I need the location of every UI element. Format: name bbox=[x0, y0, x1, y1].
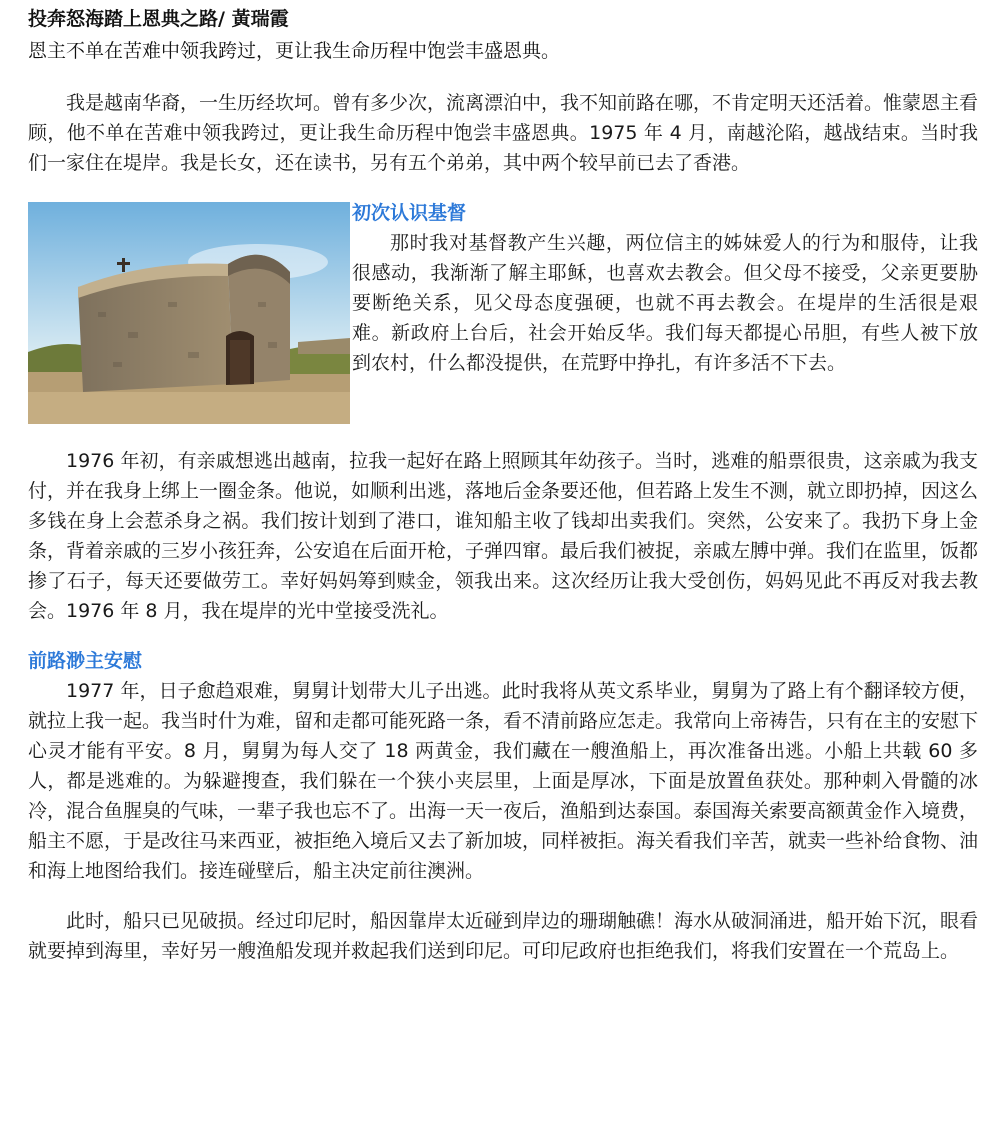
section-heading-second: 前路渺主安慰 bbox=[28, 650, 143, 672]
intro-paragraph: 我是越南华裔，一生历经坎坷。曾有多少次，流离漂泊中，我不知前路在哪，不肯定明天还活着。惟蒙恩主看顾，他不单在苦难中领我跨过，更让我生命历程中饱尝丰盛恩典。1975 年 4 月，南越沦陷，越战结束。当时我们一家住在堤岸。我是长女，还在读书，另有五个弟弟，其中两个较早前已去了香港。 bbox=[28, 92, 979, 174]
paragraph-shipwreck: 此时，船只已见破损。经过印尼时，船因靠岸太近碰到岸边的珊瑚触礁！海水从破洞涌进，船开始下沉，眼看就要掉到海里，幸好另一艘渔船发现并救起我们送到印尼。可印尼政府也拒绝我们，将我们安置在一个荒岛上。 bbox=[28, 910, 979, 962]
article-title: 投奔怒海踏上恩典之路 bbox=[28, 8, 219, 30]
section-first-block bbox=[28, 198, 978, 424]
paragraph-1976: 1976 年初，有亲戚想逃出越南，拉我一起好在路上照顾其年幼孩子。当时，逃难的船票很贵，这亲戚为我支付，并在我身上绑上一圈金条。他说，如顺利出逃，落地后金条要还他，但若路上发生不测，就立即扔掉，因这么多钱在身上会惹杀身之祸。我们按计划到了港口，谁知船主收了钱却出卖我们。突然，公安来了。我扔下身上金条，背着亲戚的三岁小孩狂奔，公安追在后面开枪，子弹四窜。最后我们被捉，亲戚左膊中弹。我们在监里，饭都掺了石子，每天还要做劳工。幸好妈妈筹到赎金，领我出来。这次经历让我大受创伤，妈妈见此不再反对我去教会。1976 年 8 月，我在堤岸的光中堂接受洗礼。 bbox=[28, 450, 979, 622]
section-heading-first: 初次认识基督 bbox=[352, 202, 467, 224]
article-title-line bbox=[28, 4, 978, 34]
article bbox=[28, 0, 978, 986]
article-author: 黃瑞霞 bbox=[231, 8, 289, 30]
article-subtitle: 恩主不单在苦难中领我跨过，更让我生命历程中饱尝丰盛恩典。 bbox=[28, 40, 561, 62]
paragraph-1977: 1977 年，日子愈趋艰难，舅舅计划带大儿子出逃。此时我将从英文系毕业，舅舅为了路上有个翻译较方便，就拉上我一起。我当时什为难，留和走都可能死路一条，看不清前路应怎走。我常向上帝祷告，只有在主的安慰下心灵才能有平安。8 月，舅舅为每人交了 18 两黄金，我们藏在一艘渔船上，再次准备出逃。小船上共载 60 多人，都是逃难的。为躲避搜查，我们躲在一个狭小夹层里，上面是厚冰，下面是放置鱼获处。那种刺入骨髓的冰冷，混合鱼腥臭的气味，一辈子我也忘不了。出海一天一夜后，渔船到达泰国。泰国海关索要高额黄金作入境费，船主不愿，于是改往马来西亚，被拒绝入境后又去了新加坡，同样被拒。海关看我们辛苦，就卖一些补给食物、油和海上地图给我们。接连碰壁后，船主决定前往澳洲。 bbox=[28, 680, 979, 882]
title-separator: / bbox=[218, 8, 225, 30]
section-first-text-block bbox=[350, 198, 978, 424]
chapel-photo bbox=[28, 202, 350, 424]
section-first-paragraph: 那时我对基督教产生兴趣，两位信主的姊妹爱人的行为和服侍，让我很感动，我渐渐了解主耶稣，也喜欢去教会。但父母不接受，父亲更要胁要断绝关系，见父母态度强硬，也就不再去教会。在堤岸的生活很是艰难。新政府上台后，社会开始反华。我们每天都提心吊胆，有些人被下放到农村，什么都没提供，在荒野中挣扎，有许多活不下去。 bbox=[352, 232, 978, 374]
